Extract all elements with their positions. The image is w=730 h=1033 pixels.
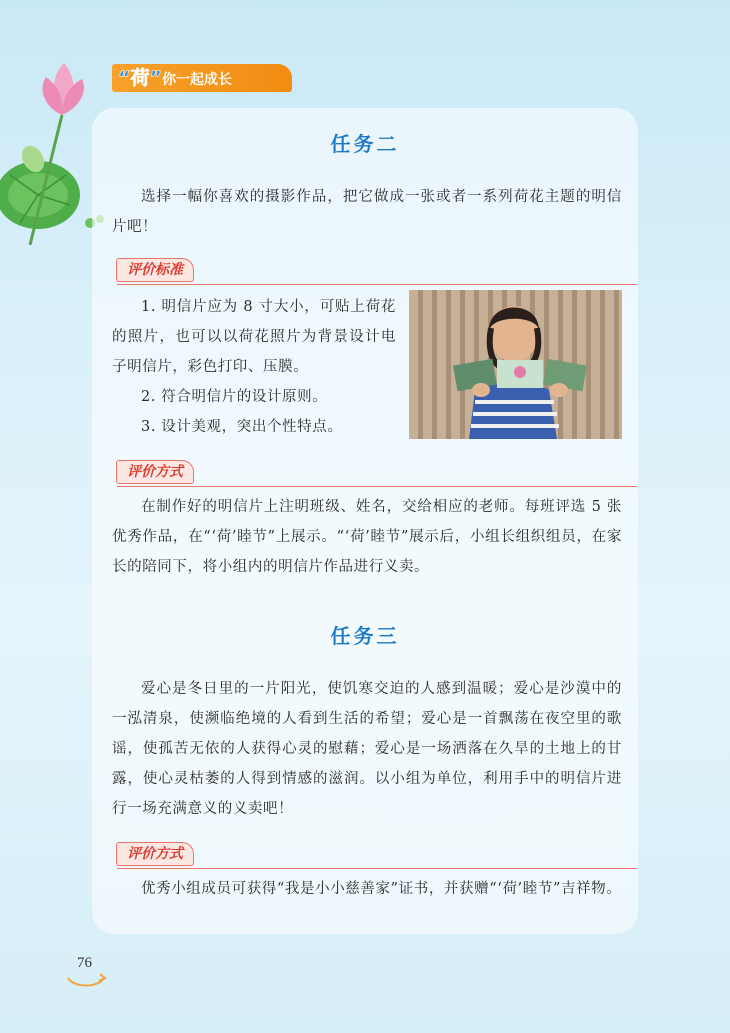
criteria-item-3: 3. 设计美观，突出个性特点。 bbox=[141, 419, 343, 435]
student-postcard-photo bbox=[409, 290, 622, 439]
chapter-title-rest: 你一起成长 bbox=[161, 72, 232, 88]
task2-method-tag: 评价方式 bbox=[116, 460, 194, 484]
criteria-item-1: 1. 明信片应为 8 寸大小，可贴上荷花的照片，也可以以荷花照片为背景设计电子明信片，彩色打印、压膜。 bbox=[112, 299, 396, 375]
task3-title: 任务三 bbox=[330, 624, 400, 648]
task2-method: 在制作好的明信片上注明班级、姓名，交给相应的老师。每班评选 5 张优秀作品，在“‘荷’睦节”上展示。“‘荷’睦节”展示后，小组长组织组员，在家长的陪同下，将小组内的明信片作品进行义卖。 bbox=[112, 499, 622, 575]
chapter-title bbox=[118, 66, 232, 90]
task2-title: 任务二 bbox=[330, 132, 400, 156]
task3-method: 优秀小组成员可获得“我是小小慈善家”证书，并获赠“‘荷’睦节”吉祥物。 bbox=[141, 881, 622, 897]
criteria-item-2: 2. 符合明信片的设计原则。 bbox=[141, 389, 328, 405]
task3-body: 爱心是冬日里的一片阳光，使饥寒交迫的人感到温暖；爱心是沙漠中的一泓清泉，使濒临绝境的人看到生活的希望；爱心是一首飘荡在夜空里的歌谣，使孤苦无依的人获得心灵的慰藉；爱心是一场洒落在久旱的土地上的甘露，使心灵枯萎的人得到情感的滋润。以小组为单位，利用手中的明信片进行一场充满意义的义卖吧！ bbox=[112, 681, 622, 817]
chapter-title-quote: “荷” bbox=[118, 67, 162, 89]
task3-method-tag: 评价方式 bbox=[116, 842, 194, 866]
page-number: 76 bbox=[77, 955, 92, 971]
task2-intro: 选择一幅你喜欢的摄影作品，把它做成一张或者一系列荷花主题的明信片吧！ bbox=[112, 189, 622, 235]
criteria-tag: 评价标准 bbox=[116, 258, 194, 282]
